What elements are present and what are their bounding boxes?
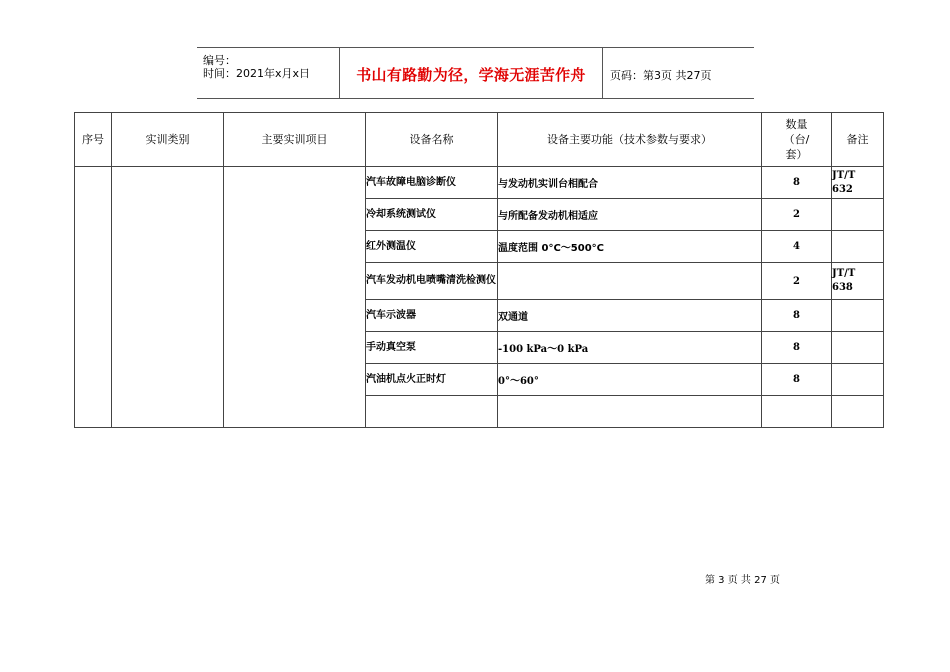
col-header-quantity: 数量（台/套）: [762, 113, 832, 167]
col-header-function: 设备主要功能（技术参数与要求）: [498, 113, 762, 167]
col-header-index: 序号: [75, 113, 112, 167]
equipment-name: 汽油机点火正时灯: [366, 364, 498, 396]
index-cell: [75, 167, 112, 428]
equipment-quantity: 2: [762, 199, 832, 231]
equipment-quantity: 8: [762, 364, 832, 396]
equipment-function: 0°～60°: [498, 364, 762, 396]
equipment-remark: [832, 332, 884, 364]
equipment-name: 汽车发动机电喷嘴清洗检测仪: [366, 263, 498, 300]
col-header-equipment: 设备名称: [366, 113, 498, 167]
equipment-quantity: 2: [762, 263, 832, 300]
equipment-table: [74, 112, 884, 428]
header-divider: [602, 48, 603, 98]
equipment-quantity: 8: [762, 167, 832, 199]
equipment-quantity: 8: [762, 300, 832, 332]
equipment-function: [498, 263, 762, 300]
col-header-category: 实训类别: [112, 113, 224, 167]
equipment-quantity: [762, 396, 832, 428]
table-header-row: [75, 113, 884, 167]
category-cell: [112, 167, 224, 428]
col-header-project: 主要实训项目: [224, 113, 366, 167]
equipment-remark: [832, 231, 884, 263]
equipment-remark: JT/T 638: [832, 263, 884, 300]
equipment-remark: JT/T 632: [832, 167, 884, 199]
equipment-name: 汽车示波器: [366, 300, 498, 332]
time-label: 时间：2021年x月x日: [203, 67, 311, 80]
equipment-remark: [832, 199, 884, 231]
equipment-name: 汽车故障电脑诊断仪: [366, 167, 498, 199]
equipment-function: 温度范围 0°C～500°C: [498, 231, 762, 263]
equipment-function: 与发动机实训台相配合: [498, 167, 762, 199]
table-row: [75, 167, 884, 199]
page-footer: 第 3 页 共 27 页: [705, 575, 780, 586]
equipment-remark: [832, 364, 884, 396]
equipment-function: -100 kPa～0 kPa: [498, 332, 762, 364]
equipment-function: 双通道: [498, 300, 762, 332]
equipment-name: [366, 396, 498, 428]
page-label: 页码：第3页 共27页: [610, 69, 712, 82]
number-label: 编号：: [203, 54, 236, 67]
equipment-function: [498, 396, 762, 428]
equipment-name: 冷却系统测试仪: [366, 199, 498, 231]
equipment-name: 红外测温仪: [366, 231, 498, 263]
col-header-remark: 备注: [832, 113, 884, 167]
document-header: [197, 47, 754, 99]
equipment-quantity: 4: [762, 231, 832, 263]
equipment-name: 手动真空泵: [366, 332, 498, 364]
equipment-function: 与所配备发动机相适应: [498, 199, 762, 231]
equipment-remark: [832, 396, 884, 428]
equipment-remark: [832, 300, 884, 332]
equipment-quantity: 8: [762, 332, 832, 364]
motto-text: 书山有路勤为径，学海无涯苦作舟: [356, 66, 586, 84]
project-cell: [224, 167, 366, 428]
